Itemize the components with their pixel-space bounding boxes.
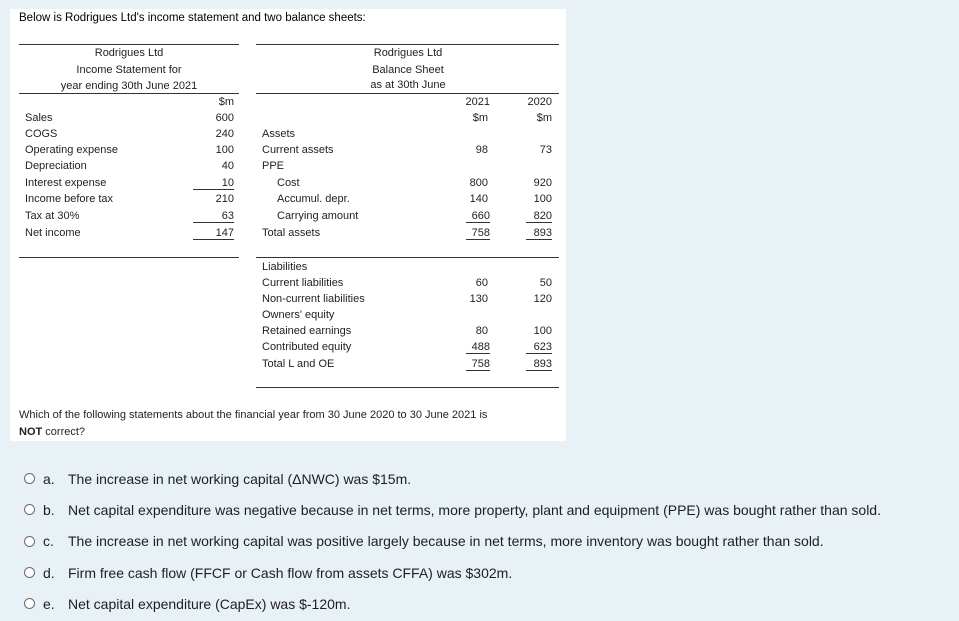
bs-unit-2020: $m: [536, 112, 552, 124]
bs-row-value-2020: 893: [526, 358, 552, 371]
bs-row-label: Liabilities: [262, 261, 308, 273]
is-row-value: 63: [193, 210, 234, 223]
bs-row-value-2021: 660: [466, 210, 490, 223]
is-row-value: 10: [193, 177, 234, 190]
bs-row-value-2020: 820: [526, 210, 552, 223]
bs-row-label: Total L and OE: [262, 358, 335, 370]
bs-col-2021: 2021: [465, 96, 490, 108]
radio-button-a[interactable]: [24, 473, 35, 484]
bs-row-value-2021: 98: [475, 144, 488, 156]
is-row-label: Depreciation: [25, 160, 87, 172]
is-row-value: 40: [221, 160, 234, 172]
bs-row-value-2021: 130: [469, 293, 488, 305]
bs-row-label: Non-current liabilities: [262, 293, 365, 305]
balance-sheet-subtitle: Balance Sheet: [372, 64, 444, 76]
is-row-value: 240: [215, 128, 234, 140]
radio-button-d[interactable]: [24, 567, 35, 578]
is-row-value: 147: [193, 227, 234, 240]
bs-row-value-2021: 80: [475, 325, 488, 337]
bs-row-label: Total assets: [262, 227, 321, 239]
is-row-value: 600: [215, 112, 234, 124]
question-main: Which of the following statements about the financial year from 30 June 2020 to 30 June 2021 is: [19, 409, 488, 421]
question-text: [19, 407, 559, 441]
bs-row-value-2020: 100: [533, 325, 552, 337]
income-statement-period: year ending 30th June 2021: [60, 80, 198, 92]
bs-row-label: PPE: [262, 160, 285, 172]
bs-row-label: Retained earnings: [262, 325, 352, 337]
bs-row-value-2020: 120: [533, 293, 552, 305]
is-row-label: Interest expense: [25, 177, 107, 189]
bs-row-label: Assets: [262, 128, 296, 140]
is-row-label: Sales: [25, 112, 53, 124]
bs-row-label: Accumul. depr.: [277, 193, 350, 205]
is-row-label: Income before tax: [25, 193, 114, 205]
question-figure-panel: [10, 9, 566, 441]
option-e[interactable]: [24, 588, 881, 619]
income-statement-header-rule: [19, 93, 239, 94]
balance-sheet-date: as at 30th June: [370, 79, 446, 91]
option-letter: e.: [43, 595, 55, 612]
question-emphasis: NOT: [19, 426, 43, 438]
bs-col-2020: 2020: [527, 96, 552, 108]
option-a[interactable]: [24, 463, 881, 494]
option-b[interactable]: [24, 494, 881, 525]
income-statement-unit: $m: [218, 96, 234, 108]
bs-row-label: Carrying amount: [277, 210, 359, 222]
option-text: Net capital expenditure was negative because in net terms, more property, plant and equipment (PPE) was bought rather than sold.: [68, 501, 881, 518]
bs-row-label: Owners' equity: [262, 309, 335, 321]
option-d[interactable]: [24, 557, 881, 588]
bs-unit-2021: $m: [472, 112, 488, 124]
income-statement-top-rule: [19, 44, 239, 45]
bs-row-value-2021: 140: [469, 193, 488, 205]
balance-sheet-title: Rodrigues Ltd: [373, 47, 443, 59]
bs-row-value-2021: 758: [466, 358, 490, 371]
balance-sheet-bottom-rule: [256, 387, 559, 388]
option-letter: c.: [43, 533, 54, 550]
bs-row-value-2020: 623: [526, 341, 552, 354]
option-text: The increase in net working capital (ΔNWC) was $15m.: [68, 470, 412, 487]
bs-row-label: Current liabilities: [262, 277, 344, 289]
is-row-value: 100: [215, 144, 234, 156]
radio-button-b[interactable]: [24, 504, 35, 515]
bs-row-label: Contributed equity: [262, 341, 352, 353]
bs-row-label: Current assets: [262, 144, 334, 156]
bs-row-label: Cost: [277, 177, 300, 189]
income-statement-bottom-rule: [19, 257, 239, 258]
bs-row-value-2020: 100: [533, 193, 552, 205]
option-letter: d.: [43, 564, 55, 581]
bs-row-value-2021: 488: [466, 341, 490, 354]
bs-row-value-2020: 920: [533, 177, 552, 189]
bs-row-value-2020: 73: [539, 144, 552, 156]
balance-sheet-header-rule: [256, 93, 559, 94]
bs-row-value-2021: 60: [475, 277, 488, 289]
question-suffix: correct?: [42, 426, 86, 438]
is-row-label: Net income: [25, 227, 81, 239]
income-statement-title: Rodrigues Ltd: [94, 47, 164, 59]
option-letter: a.: [43, 470, 55, 487]
balance-sheet-top-rule: [256, 44, 559, 45]
option-text: Net capital expenditure (CapEx) was $-120m.: [68, 595, 351, 612]
income-statement-subtitle: Income Statement for: [76, 64, 182, 76]
radio-button-c[interactable]: [24, 536, 35, 547]
intro-text: Below is Rodrigues Ltd's income statement and two balance sheets:: [19, 12, 366, 24]
balance-sheet-mid-rule: [256, 257, 559, 258]
option-letter: b.: [43, 501, 55, 518]
option-text: The increase in net working capital was positive largely because in net terms, more inventory was bought rather than sold.: [68, 533, 824, 550]
is-row-label: Tax at 30%: [25, 210, 80, 222]
is-row-label: Operating expense: [25, 144, 118, 156]
bs-row-value-2021: 758: [466, 227, 490, 240]
option-c[interactable]: [24, 526, 881, 557]
answer-options: [24, 463, 881, 619]
bs-row-value-2021: 800: [469, 177, 488, 189]
bs-row-value-2020: 50: [539, 277, 552, 289]
option-text: Firm free cash flow (FFCF or Cash flow from assets CFFA) was $302m.: [68, 564, 513, 581]
is-row-value: 210: [215, 193, 234, 205]
is-row-label: COGS: [25, 128, 58, 140]
radio-button-e[interactable]: [24, 598, 35, 609]
bs-row-value-2020: 893: [526, 227, 552, 240]
